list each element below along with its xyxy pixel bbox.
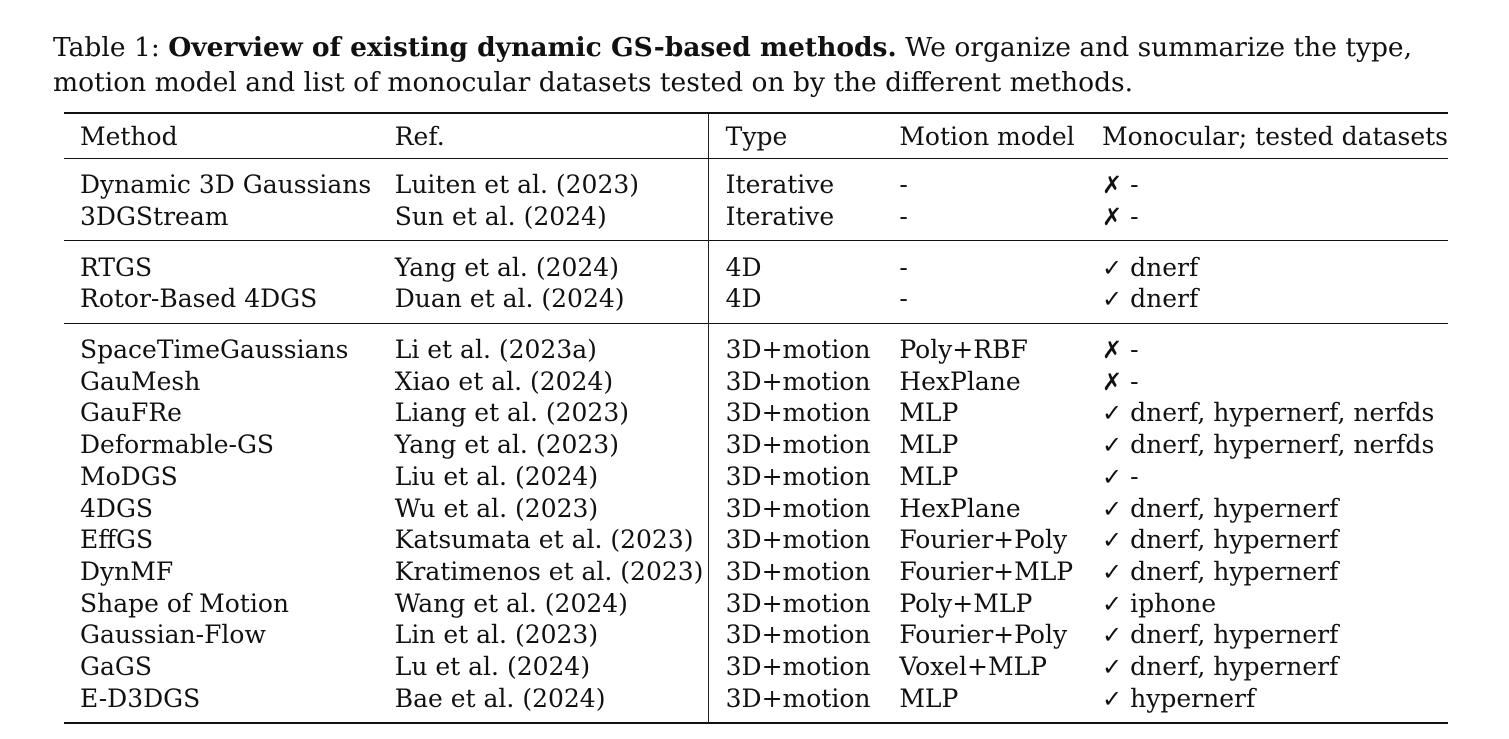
datasets-text: dnerf, hypernerf bbox=[1130, 651, 1339, 681]
cross-mark-icon: ✗ bbox=[1102, 171, 1123, 200]
check-mark-icon: ✓ bbox=[1102, 652, 1123, 681]
method-cell: GaGS bbox=[80, 651, 152, 681]
datasets-cell bbox=[1102, 323, 1448, 365]
type-cell: 4D bbox=[708, 283, 899, 323]
type-cell: 3D+motion bbox=[708, 461, 899, 493]
method-cell: GauFRe bbox=[80, 398, 182, 428]
method-cell: Gaussian-Flow bbox=[80, 620, 266, 650]
datasets-text: dnerf, hypernerf bbox=[1130, 493, 1339, 523]
caption-title: Overview of existing dynamic GS-based methods. bbox=[168, 32, 897, 63]
motion-model-cell: Fourier+MLP bbox=[899, 556, 1074, 586]
datasets-cell bbox=[1102, 682, 1448, 723]
ref-cell: Liang et al. (2023) bbox=[394, 398, 629, 428]
header-datasets: Monocular; tested datasets bbox=[1102, 121, 1448, 151]
datasets-text: dnerf bbox=[1130, 252, 1199, 282]
motion-model-cell: - bbox=[899, 202, 908, 232]
table-row bbox=[64, 682, 1448, 723]
method-cell: GauMesh bbox=[80, 366, 201, 396]
motion-model-cell: Voxel+MLP bbox=[899, 651, 1047, 681]
type-cell: 3D+motion bbox=[708, 323, 899, 365]
table-row bbox=[64, 556, 1448, 588]
datasets-cell bbox=[1102, 241, 1448, 283]
table-row bbox=[64, 365, 1448, 397]
ref-cell: Duan et al. (2024) bbox=[394, 284, 625, 314]
method-cell: Dynamic 3D Gaussians bbox=[80, 170, 372, 200]
ref-cell: Katsumata et al. (2023) bbox=[394, 525, 694, 555]
datasets-text: hypernerf bbox=[1130, 683, 1256, 713]
cross-mark-icon: ✗ bbox=[1102, 367, 1123, 396]
ref-cell: Lu et al. (2024) bbox=[394, 651, 591, 681]
header-ref: Ref. bbox=[394, 121, 445, 151]
table-row bbox=[64, 651, 1448, 683]
cross-mark-icon: ✗ bbox=[1102, 336, 1123, 365]
caption-label: Table 1: bbox=[53, 32, 160, 63]
method-cell: DynMF bbox=[80, 556, 174, 586]
type-cell: 3D+motion bbox=[708, 682, 899, 723]
ref-cell: Liu et al. (2024) bbox=[394, 461, 599, 491]
caption-text: We organize and summarize the type, motion model and list of monocular datasets tested on by the different methods. bbox=[53, 32, 1413, 98]
motion-model-cell: Fourier+Poly bbox=[899, 525, 1068, 555]
datasets-text: - bbox=[1130, 366, 1139, 396]
datasets-text: - bbox=[1130, 170, 1139, 200]
motion-model-cell: Poly+RBF bbox=[899, 335, 1028, 365]
table-row bbox=[64, 492, 1448, 524]
datasets-cell bbox=[1102, 619, 1448, 651]
datasets-text: - bbox=[1130, 202, 1139, 232]
check-mark-icon: ✓ bbox=[1102, 589, 1123, 618]
check-mark-icon: ✓ bbox=[1102, 557, 1123, 586]
datasets-cell bbox=[1102, 283, 1448, 323]
datasets-cell bbox=[1102, 651, 1448, 683]
method-cell: SpaceTimeGaussians bbox=[80, 335, 349, 365]
ref-cell: Xiao et al. (2024) bbox=[394, 366, 614, 396]
type-cell: 3D+motion bbox=[708, 365, 899, 397]
motion-model-cell: - bbox=[899, 170, 908, 200]
table-row bbox=[64, 241, 1448, 283]
method-cell: 4DGS bbox=[80, 493, 154, 523]
ref-cell: Wu et al. (2023) bbox=[394, 493, 599, 523]
check-mark-icon: ✓ bbox=[1102, 431, 1123, 460]
motion-model-cell: MLP bbox=[899, 430, 959, 460]
datasets-cell bbox=[1102, 524, 1448, 556]
method-cell: E-D3DGS bbox=[80, 683, 201, 713]
method-cell: Rotor-Based 4DGS bbox=[80, 284, 318, 314]
header-type: Type bbox=[708, 113, 899, 159]
motion-model-cell: MLP bbox=[899, 683, 959, 713]
table-row bbox=[64, 159, 1448, 201]
datasets-cell bbox=[1102, 492, 1448, 524]
method-cell: Shape of Motion bbox=[80, 588, 289, 618]
datasets-cell bbox=[1102, 461, 1448, 493]
datasets-text: dnerf, hypernerf bbox=[1130, 620, 1339, 650]
check-mark-icon: ✓ bbox=[1102, 526, 1123, 555]
datasets-cell bbox=[1102, 587, 1448, 619]
check-mark-icon: ✓ bbox=[1102, 621, 1123, 650]
datasets-text: dnerf, hypernerf bbox=[1130, 556, 1339, 586]
datasets-cell bbox=[1102, 159, 1448, 201]
datasets-cell bbox=[1102, 397, 1448, 429]
methods-table bbox=[64, 112, 1448, 724]
ref-cell: Kratimenos et al. (2023) bbox=[394, 556, 704, 586]
datasets-text: dnerf, hypernerf, nerfds bbox=[1130, 430, 1435, 460]
datasets-cell bbox=[1102, 201, 1448, 241]
ref-cell: Lin et al. (2023) bbox=[394, 620, 599, 650]
datasets-text: dnerf, hypernerf bbox=[1130, 525, 1339, 555]
type-cell: 3D+motion bbox=[708, 619, 899, 651]
type-cell: 3D+motion bbox=[708, 556, 899, 588]
motion-model-cell: MLP bbox=[899, 398, 959, 428]
motion-model-cell: - bbox=[899, 284, 908, 314]
ref-cell: Luiten et al. (2023) bbox=[394, 170, 640, 200]
motion-model-cell: - bbox=[899, 252, 908, 282]
type-cell: 3D+motion bbox=[708, 429, 899, 461]
type-cell: 3D+motion bbox=[708, 524, 899, 556]
table-row bbox=[64, 461, 1448, 493]
table-caption bbox=[53, 30, 1473, 100]
motion-model-cell: HexPlane bbox=[899, 493, 1021, 523]
method-cell: 3DGStream bbox=[80, 202, 229, 232]
check-mark-icon: ✓ bbox=[1102, 462, 1123, 491]
header-row bbox=[64, 113, 1448, 159]
type-cell: Iterative bbox=[708, 159, 899, 201]
ref-cell: Wang et al. (2024) bbox=[394, 588, 628, 618]
table-row bbox=[64, 323, 1448, 365]
table-row bbox=[64, 587, 1448, 619]
ref-cell: Bae et al. (2024) bbox=[394, 683, 606, 713]
type-cell: 4D bbox=[708, 241, 899, 283]
table-row bbox=[64, 201, 1448, 241]
check-mark-icon: ✓ bbox=[1102, 285, 1123, 314]
cross-mark-icon: ✗ bbox=[1102, 203, 1123, 232]
method-cell: MoDGS bbox=[80, 461, 178, 491]
type-cell: 3D+motion bbox=[708, 397, 899, 429]
header-method: Method bbox=[80, 121, 178, 151]
header-motion-model: Motion model bbox=[899, 121, 1075, 151]
datasets-text: - bbox=[1130, 335, 1139, 365]
type-cell: Iterative bbox=[708, 201, 899, 241]
method-cell: RTGS bbox=[80, 252, 153, 282]
type-cell: 3D+motion bbox=[708, 492, 899, 524]
datasets-text: dnerf bbox=[1130, 284, 1199, 314]
datasets-text: - bbox=[1130, 461, 1139, 491]
datasets-cell bbox=[1102, 429, 1448, 461]
ref-cell: Yang et al. (2024) bbox=[394, 252, 619, 282]
ref-cell: Sun et al. (2024) bbox=[394, 202, 607, 232]
type-cell: 3D+motion bbox=[708, 587, 899, 619]
motion-model-cell: MLP bbox=[899, 461, 959, 491]
ref-cell: Li et al. (2023a) bbox=[394, 335, 597, 365]
datasets-text: dnerf, hypernerf, nerfds bbox=[1130, 398, 1435, 428]
table-row bbox=[64, 429, 1448, 461]
table-row bbox=[64, 397, 1448, 429]
check-mark-icon: ✓ bbox=[1102, 253, 1123, 282]
table-row bbox=[64, 283, 1448, 323]
motion-model-cell: HexPlane bbox=[899, 366, 1021, 396]
datasets-cell bbox=[1102, 556, 1448, 588]
check-mark-icon: ✓ bbox=[1102, 684, 1123, 713]
type-cell: 3D+motion bbox=[708, 651, 899, 683]
table-body bbox=[64, 159, 1448, 724]
datasets-cell bbox=[1102, 365, 1448, 397]
motion-model-cell: Poly+MLP bbox=[899, 588, 1033, 618]
motion-model-cell: Fourier+Poly bbox=[899, 620, 1068, 650]
check-mark-icon: ✓ bbox=[1102, 399, 1123, 428]
check-mark-icon: ✓ bbox=[1102, 494, 1123, 523]
datasets-text: iphone bbox=[1130, 588, 1217, 618]
table-row bbox=[64, 524, 1448, 556]
method-cell: Deformable-GS bbox=[80, 430, 275, 460]
ref-cell: Yang et al. (2023) bbox=[394, 430, 619, 460]
method-cell: EffGS bbox=[80, 525, 154, 555]
table-row bbox=[64, 619, 1448, 651]
